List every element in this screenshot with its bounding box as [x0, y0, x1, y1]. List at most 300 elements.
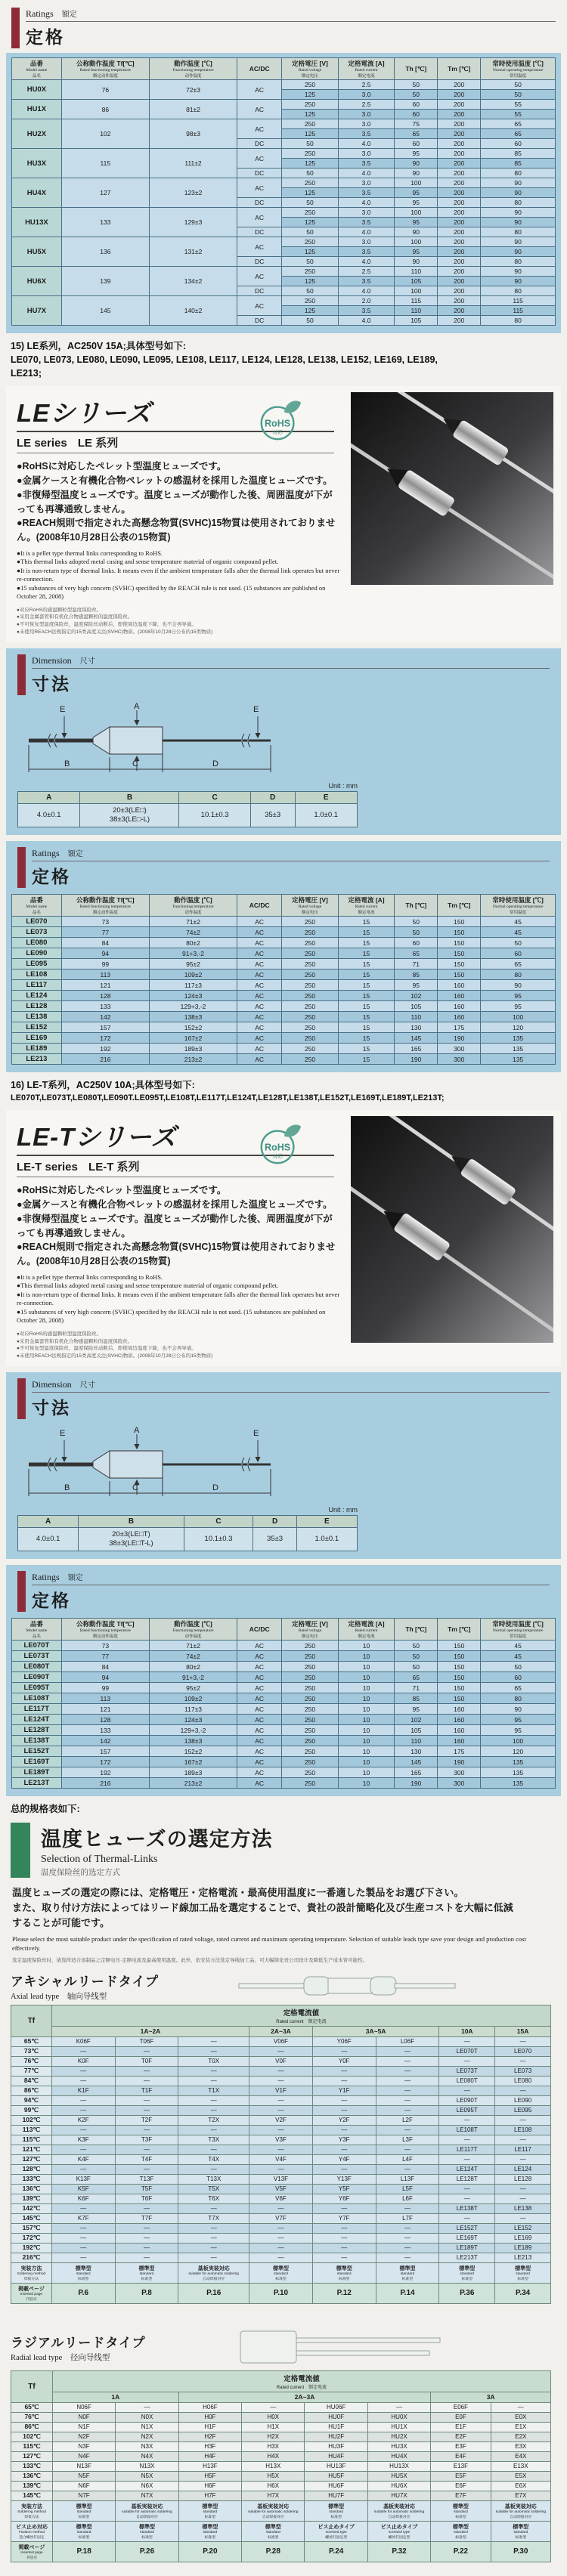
column-header-cn: 常用温度 [510, 74, 527, 79]
column-header [282, 1619, 339, 1641]
method-value-en: standard [329, 2510, 344, 2514]
column-header-cn: 額定电流 [358, 1634, 375, 1640]
part-number-cell: — [115, 2076, 178, 2086]
part-number-cell: — [312, 2046, 376, 2056]
dimension-diagram [17, 1425, 335, 1501]
table-row [11, 2203, 551, 2213]
column-header-en: Rated functioning temperature [79, 905, 131, 910]
part-number-cell: H2X [242, 2432, 305, 2441]
method-value-jp: 標準型 [452, 2524, 469, 2530]
value-cell: 3.5 [338, 247, 395, 257]
method-label-jp: 実装方法 [20, 2503, 42, 2510]
value-cell: 60 [395, 938, 438, 948]
let-series-subtitle-cn: LE-T 系列 [88, 1161, 140, 1174]
acdc-cell: DC [237, 227, 282, 237]
part-number-cell: — [115, 2233, 178, 2243]
part-number-cell: N13F [52, 2461, 115, 2471]
pages-label [11, 2541, 53, 2562]
temperature-cell: 115℃ [11, 2135, 52, 2145]
part-number-cell: HU0F [305, 2412, 367, 2422]
method-value-jp: 標準型 [328, 2503, 345, 2510]
value-cell: 100 [395, 237, 438, 247]
table-row [12, 1757, 556, 1767]
dim-value-line: 38±3(LE□-L) [109, 815, 150, 824]
temperature-cell: 76℃ [11, 2412, 53, 2422]
value-cell: 250 [282, 1715, 339, 1725]
part-number-cell: T4F [115, 2154, 178, 2164]
method-value-cn: 标准型 [401, 2277, 414, 2281]
value-cell: 2.5 [338, 80, 395, 90]
functioning-temp-cell: 189±3 [149, 1044, 237, 1054]
dim-label-d: D [212, 759, 218, 768]
table-row [11, 2402, 551, 2412]
value-cell: 90 [481, 218, 556, 227]
value-cell: 150 [438, 1641, 481, 1651]
value-cell: 160 [438, 1715, 481, 1725]
column-header [481, 895, 556, 917]
part-number-cell: T6X [178, 2194, 249, 2203]
page-ref: P.6 [51, 2283, 115, 2303]
value-cell: 50 [481, 1662, 556, 1672]
column-header-en: Model name [26, 905, 48, 910]
method-value-cn: 自动焊接对应 [262, 2515, 284, 2519]
method-value-en: standard [76, 2271, 91, 2276]
page-ref: P.36 [439, 2283, 495, 2303]
column-header-en: Rated current [355, 68, 378, 73]
functioning-temp-cell: 74±2 [149, 1651, 237, 1662]
dim-value-cell [250, 803, 295, 827]
part-number-cell: — [115, 2105, 178, 2115]
value-cell: 71 [395, 1683, 438, 1693]
part-number-cell: HU3X [367, 2441, 430, 2451]
column-header-cn: 品名 [32, 1634, 41, 1640]
value-cell: 160 [438, 980, 481, 991]
dim-value-line: 38±3(LE□T-L) [109, 1539, 153, 1548]
table-row [11, 2491, 551, 2500]
value-cell: 200 [438, 119, 481, 129]
dim-value-cell [80, 803, 179, 827]
table-row [11, 2164, 551, 2174]
tf-cell: 121 [61, 980, 149, 991]
value-cell: 50 [481, 938, 556, 948]
column-header [338, 1619, 395, 1641]
value-cell: 105 [395, 1725, 438, 1736]
rated-current-band-jp: 定格電流値 [283, 2009, 320, 2018]
part-number-cell: LE117T [439, 2145, 495, 2154]
table-row [11, 2194, 551, 2203]
part-number-cell: H13X [242, 2461, 305, 2471]
ratings-label-en: Ratings [32, 1572, 60, 1583]
method-value-en: standard [139, 2271, 154, 2276]
part-number-cell: K2F [51, 2115, 115, 2125]
value-cell: 50 [282, 316, 339, 326]
dim-column-header: C [184, 1515, 253, 1527]
method-value-cn: 标准型 [204, 2515, 216, 2519]
acdc-cell: AC [237, 1683, 282, 1693]
column-header-jp: 定格電流 [A] [348, 1620, 385, 1628]
tf-cell: 133 [61, 208, 149, 237]
part-number-cell: — [376, 2095, 439, 2105]
column-header-cn: 常用温度 [510, 911, 527, 916]
functioning-temp-cell: 152±2 [149, 1746, 237, 1757]
value-cell: 80 [481, 969, 556, 980]
radial-fuse-icon [237, 2328, 457, 2367]
functioning-temp-cell: 91+3,-2 [149, 948, 237, 959]
heading-accent-bar [17, 654, 26, 695]
value-cell: 15 [338, 917, 395, 927]
value-cell: 200 [438, 110, 481, 119]
summary-note [11, 1802, 556, 1816]
part-number-cell: V06F [249, 2036, 313, 2046]
tf-cell: 77 [61, 1651, 149, 1662]
model-cell: LE124 [12, 991, 62, 1001]
column-header [61, 1619, 149, 1641]
value-cell: 250 [282, 1012, 339, 1022]
value-cell: 50 [395, 927, 438, 938]
column-header-en: Normal operating temperature [492, 1628, 544, 1634]
part-number-cell: HU2X [367, 2432, 430, 2441]
dim-value-cell [18, 803, 80, 827]
part-number-cell: T7F [115, 2213, 178, 2223]
value-cell: 100 [481, 1012, 556, 1022]
part-number-cell: LE189T [439, 2243, 495, 2253]
part-number-cell: — [51, 2145, 115, 2154]
method-value-jp: 標準型 [76, 2524, 92, 2530]
acdc-cell: AC [237, 80, 282, 100]
table-row [12, 178, 556, 188]
let-product-photo [351, 1116, 553, 1347]
table-row [12, 1767, 556, 1778]
bullet-item: ●对应RoHS的感温颗粒型温度保险丝。 [17, 607, 102, 613]
value-cell: 150 [438, 927, 481, 938]
part-number-cell: E06F [431, 2402, 491, 2412]
acdc-cell: AC [237, 296, 282, 316]
part-number-cell: — [495, 2056, 551, 2066]
value-cell: 15 [338, 948, 395, 959]
part-number-cell: — [178, 2046, 249, 2056]
value-cell: 15 [338, 1033, 395, 1044]
table-row [11, 2095, 551, 2105]
acdc-cell: AC [237, 1012, 282, 1022]
value-cell: 200 [438, 149, 481, 159]
acdc-cell: AC [237, 1757, 282, 1767]
part-number-cell: V13F [249, 2174, 313, 2184]
functioning-temp-cell: 71±2 [149, 917, 237, 927]
value-cell: 80 [481, 316, 556, 326]
value-cell: 80 [481, 257, 556, 267]
value-cell: 200 [438, 188, 481, 198]
method-label-cn: 焊接方法 [23, 2277, 39, 2281]
page-ref: P.12 [312, 2283, 376, 2303]
part-number-cell: Y2F [312, 2115, 376, 2125]
table-row [12, 1778, 556, 1789]
tf-cell: 157 [61, 1746, 149, 1757]
part-number-cell: — [439, 2154, 495, 2164]
method-value-cn: 标准型 [461, 2277, 472, 2281]
value-cell: 10 [338, 1757, 395, 1767]
model-cell: HU13X [12, 208, 62, 237]
part-number-cell: H6F [178, 2481, 241, 2491]
column-header-en: Rated current [355, 905, 378, 910]
value-cell: 10 [338, 1704, 395, 1715]
acdc-cell: AC [237, 100, 282, 119]
part-number-cell: LE124 [495, 2164, 551, 2174]
value-cell: 250 [282, 296, 339, 306]
column-header-en: Model name [26, 68, 48, 73]
bullet-item: ●未使用REACH法规指定的15类高度关注(SVHC)物质。(2008年10月28日公布的15类物质) [17, 1353, 213, 1359]
value-cell: 300 [438, 1778, 481, 1789]
table-row [12, 1044, 556, 1054]
value-cell: 250 [282, 1757, 339, 1767]
column-header [149, 895, 237, 917]
acdc-cell: AC [237, 1672, 282, 1683]
column-header [12, 1619, 62, 1641]
value-cell: 110 [395, 306, 438, 316]
column-header-en: Rated voltage [298, 1628, 322, 1634]
table-row [12, 1641, 556, 1651]
column-header-jp: Th [℃] [405, 901, 427, 909]
model-cell: HU5X [12, 237, 62, 267]
dimension-diagram [17, 701, 335, 777]
part-number-cell: K5F [51, 2184, 115, 2194]
current-group-row [11, 2026, 551, 2036]
part-number-cell: — [115, 2066, 178, 2076]
part-number-cell: LE169 [495, 2233, 551, 2243]
acdc-cell: AC [237, 1001, 282, 1012]
table-row [11, 2243, 551, 2253]
le-dimension-card [6, 648, 561, 836]
functioning-temp-cell: 91+3,-2 [149, 1672, 237, 1683]
radial-subtitle-cn: 径向导线型 [70, 2353, 110, 2363]
pages-label-jp: 掲載ページ [18, 2544, 45, 2550]
part-number-cell: T06F [115, 2036, 178, 2046]
part-number-cell: H1X [242, 2422, 305, 2432]
part-number-cell: H7F [178, 2491, 241, 2500]
part-number-cell: HU1F [305, 2422, 367, 2432]
part-number-cell: K4F [51, 2154, 115, 2164]
value-cell: 65 [395, 1672, 438, 1683]
acdc-cell: AC [237, 1641, 282, 1651]
method-value-jp: 標準型 [336, 2265, 352, 2271]
value-cell: 135 [481, 1767, 556, 1778]
part-number-cell: LE189 [495, 2243, 551, 2253]
acdc-cell: AC [237, 980, 282, 991]
page-ref: P.22 [431, 2541, 491, 2562]
hu-ratings-heading [11, 8, 556, 48]
part-number-cell: Y3F [312, 2135, 376, 2145]
part-number-cell: — [51, 2076, 115, 2086]
part-number-cell: — [495, 2086, 551, 2095]
part-number-cell: H13F [178, 2461, 241, 2471]
column-header-jp: Th [℃] [405, 64, 427, 73]
method-value-jp: 標準型 [202, 2503, 218, 2510]
le-ratings-table [11, 894, 556, 1065]
column-header-jp: 品番 [29, 60, 43, 67]
column-header [481, 58, 556, 80]
table-row [11, 2135, 551, 2145]
acdc-cell: AC [237, 1715, 282, 1725]
acdc-cell: DC [237, 316, 282, 326]
dimension-label-en: Dimension [32, 1378, 72, 1390]
part-number-cell: — [51, 2233, 115, 2243]
svg-text:対応: 対応 [272, 1154, 283, 1160]
part-number-cell: HU6F [305, 2481, 367, 2491]
method-value-jp: 基板実装対応 [131, 2503, 163, 2510]
dim-label-e2: E [253, 704, 259, 714]
part-number-cell: — [178, 2105, 249, 2115]
ratings-label [32, 847, 550, 861]
value-cell: 250 [282, 1725, 339, 1736]
table-row [12, 1022, 556, 1033]
header-row [18, 1515, 358, 1527]
functioning-temp-cell: 95±2 [149, 959, 237, 969]
method-cell [367, 2521, 430, 2541]
acdc-cell: DC [237, 198, 282, 208]
value-cell: 100 [395, 208, 438, 218]
part-number-cell: N0F [52, 2412, 115, 2422]
part-number-cell: K6F [51, 2194, 115, 2203]
current-group-header: 1A [52, 2392, 178, 2402]
value-cell: 250 [282, 1746, 339, 1757]
part-number-cell: — [51, 2125, 115, 2135]
column-header [481, 1619, 556, 1641]
temperature-cell: 102℃ [11, 2432, 53, 2441]
model-cell: LE213T [12, 1778, 62, 1789]
tf-cell: 133 [61, 1001, 149, 1012]
value-cell: 90 [481, 208, 556, 218]
bullet-item: ●不可恢复型温度保险丝，温度保险丝动断后，即使周边温度下降，也不会再导通。 [17, 1346, 197, 1352]
part-number-cell: — [51, 2203, 115, 2213]
bullet-item: ●RoHSに対応したペレット型温度ヒューズです。 [17, 1185, 227, 1196]
temperature-cell: 99℃ [11, 2105, 52, 2115]
value-cell: 90 [481, 178, 556, 188]
method-label [11, 2262, 52, 2283]
dim-value-line: 20±3(LE□T) [112, 1529, 150, 1538]
ratings-label [26, 8, 556, 22]
value-cell: 4.0 [338, 198, 395, 208]
method-value-cn: 标准型 [141, 2535, 153, 2540]
bullet-item: ●It is non-return type of thermal links. It means even if the ambient temperature falls after the thermal link operates but never re-connection. [17, 566, 340, 583]
method-value-jp: 標準型 [75, 2265, 91, 2271]
part-number-cell: — [51, 2223, 115, 2233]
value-cell: 10 [338, 1746, 395, 1757]
value-cell: 50 [282, 227, 339, 237]
dim-column-header: B [80, 791, 179, 803]
table-row [11, 2086, 551, 2095]
acdc-cell: AC [237, 1693, 282, 1704]
value-cell: 105 [395, 1001, 438, 1012]
table-row [11, 2105, 551, 2115]
tf-column-header: Tf [11, 2005, 52, 2036]
part-number-cell: HU7F [305, 2491, 367, 2500]
value-cell: 250 [282, 100, 339, 110]
temperature-cell: 133℃ [11, 2461, 53, 2471]
dim-column-header: D [253, 1515, 296, 1527]
part-number-cell: — [115, 2164, 178, 2174]
value-cell: 250 [282, 237, 339, 247]
value-cell: 190 [395, 1778, 438, 1789]
value-cell: 85 [395, 969, 438, 980]
part-number-cell: N4X [116, 2451, 178, 2461]
value-cell: 150 [438, 1662, 481, 1672]
svg-text:D: D [212, 1483, 218, 1492]
acdc-cell: AC [237, 267, 282, 286]
value-cell: 10 [338, 1651, 395, 1662]
method-cell [178, 2521, 241, 2541]
bullet-item: ●金属ケースと有機化合物ペレットの感温材を採用した温度ヒューズです。 [17, 475, 333, 487]
value-cell: 200 [438, 237, 481, 247]
acdc-cell: DC [237, 169, 282, 178]
method-value-cn: 自动焊接对应 [510, 2515, 532, 2519]
value-cell: 165 [395, 1767, 438, 1778]
functioning-temp-cell: 129+3,-2 [149, 1001, 237, 1012]
column-header [282, 895, 339, 917]
bullet-item: ●非復帰型温度ヒューズです。温度ヒューズが動作した後、周囲温度が下がっても再導通致しません。 [17, 1213, 333, 1239]
part-number-cell: H6X [242, 2481, 305, 2491]
table-row [12, 208, 556, 218]
method-label-en: Soldering method [17, 2271, 46, 2276]
heading-accent-bar [17, 1378, 26, 1419]
temperature-cell: 127℃ [11, 2451, 53, 2461]
rohs-logo [256, 397, 302, 447]
part-number-cell: E5F [431, 2471, 491, 2481]
heading-accent-bar [11, 8, 20, 48]
column-header-cn: 品名 [32, 911, 41, 916]
value-cell: 175 [438, 1746, 481, 1757]
part-number-cell: — [249, 2243, 313, 2253]
column-header [282, 58, 339, 80]
tf-cell: 76 [61, 80, 149, 100]
model-cell: LE095 [12, 959, 62, 969]
tf-cell: 113 [61, 969, 149, 980]
method-cell [312, 2262, 376, 2283]
acdc-cell: AC [237, 917, 282, 927]
value-cell: 90 [481, 980, 556, 991]
method-cell [367, 2500, 430, 2521]
table-row [11, 2056, 551, 2066]
ratings-title: 定格 [32, 1591, 71, 1611]
value-cell: 150 [438, 1683, 481, 1693]
value-cell: 110 [395, 1736, 438, 1746]
method-value-cn: 标准型 [204, 2535, 216, 2540]
method-value-jp: 標準型 [399, 2265, 416, 2271]
model-cell: HU6X [12, 267, 62, 296]
table-row [12, 948, 556, 959]
heading-accent-bar [17, 1571, 26, 1612]
value-cell: 50 [395, 1641, 438, 1651]
tf-cell: 133 [61, 1725, 149, 1736]
model-cell: HU0X [12, 80, 62, 100]
tf-cell: 128 [61, 1715, 149, 1725]
acdc-cell: DC [237, 286, 282, 296]
part-number-cell: — [115, 2203, 178, 2213]
radial-selection-table [11, 2370, 551, 2562]
part-number-cell: LE070T [439, 2046, 495, 2056]
page-ref: P.10 [249, 2283, 313, 2303]
value-cell: 115 [395, 296, 438, 306]
part-number-cell: — [376, 2086, 439, 2095]
value-cell: 250 [282, 980, 339, 991]
le-bullets-cn [17, 607, 470, 636]
le-series-subtitle-cn: LE 系列 [77, 437, 119, 450]
column-header-en: Rated current [355, 1628, 378, 1634]
method-value-en: standard [336, 2271, 352, 2276]
value-cell: 160 [438, 1012, 481, 1022]
dim-value-line: 20±3(LE□) [113, 806, 147, 815]
tf-cell: 115 [61, 149, 149, 178]
table-row [11, 2481, 551, 2491]
value-cell: 200 [438, 80, 481, 90]
